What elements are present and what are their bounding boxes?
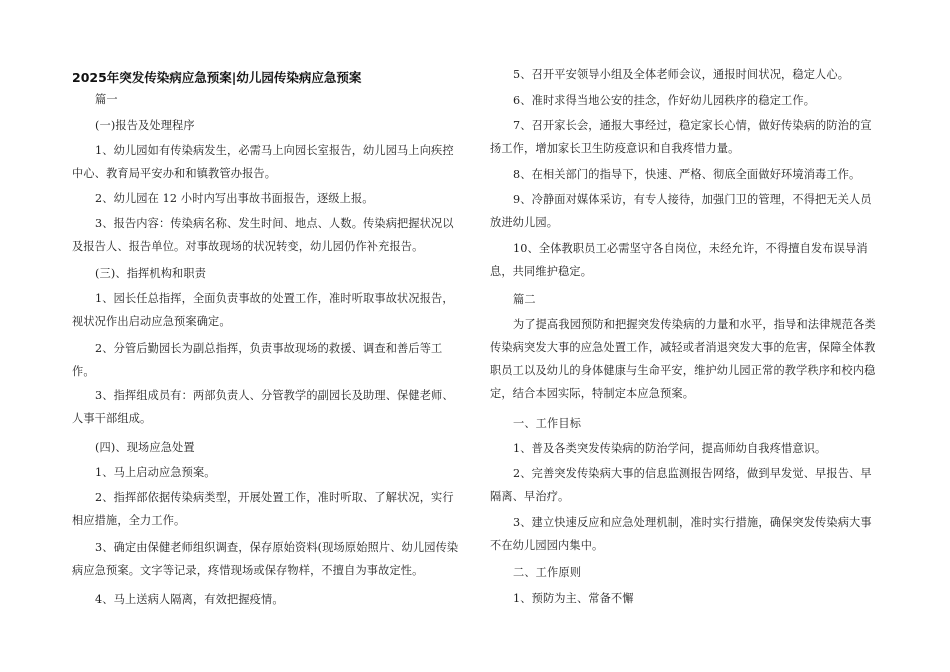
section-label-pian1: 篇一 — [95, 93, 118, 106]
paragraph: 5、召开平安领导小组及全体老师会议，通报时间状况，稳定人心。 — [513, 68, 850, 81]
paragraph: 2、指挥部依据传染病类型，开展处置工作，准时听取、了解状况，实行相应措施，全力工作。 — [72, 491, 454, 527]
paragraph: 2、幼儿园在 12 小时内写出事故书面报告，逐级上报。 — [95, 192, 374, 205]
heading-work-goals: 一、工作目标 — [513, 417, 582, 430]
paragraph: 为了提高我园预防和把握突发传染病的力量和水平，指导和法律规范各类传染病突发大事的应急处置工作，减轻或者消退突发大事的危害，保障全体教职员工以及幼儿的身体健康与生命平安，维护幼儿园正常的教学秩序和校内稳定，结合本园实际，特制定本应急预案。 — [490, 318, 876, 400]
paragraph: 4、马上送病人隔离，有效把握疫情。 — [95, 593, 284, 606]
heading-command-structure: (三)、指挥机构和职责 — [95, 267, 207, 280]
paragraph: 3、确定由保健老师组织调查，保存原始资料(现场原始照片、幼儿园传染病应急预案。文字等记录，疼惜现场或保存物样，不擅自为事故定性。 — [72, 541, 459, 577]
paragraph: 2、完善突发传染病大事的信息监测报告网络，做到早发觉、早报告、早隔离、早治疗。 — [490, 467, 872, 503]
paragraph: 7、召开家长会，通报大事经过，稳定家长心情，做好传染病的防治的宣扬工作，增加家长卫生防疫意识和自我疼惜力量。 — [490, 119, 872, 155]
paragraph: 1、园长任总指挥，全面负责事故的处置工作，准时听取事故状况报告，视状况作出启动应急预案确定。 — [72, 292, 454, 328]
paragraph: 8、在相关部门的指导下，快速、严格、彻底全面做好环境消毒工作。 — [513, 168, 861, 181]
heading-work-principles: 二、工作原则 — [513, 566, 582, 579]
paragraph: 3、建立快速反应和应急处理机制，准时实行措施，确保突发传染病大事不在幼儿园园内集中。 — [490, 516, 872, 552]
paragraph: 1、幼儿园如有传染病发生，必需马上向园长室报告，幼儿园马上向疾控中心、教育局平安办和和镇教管办报告。 — [72, 144, 454, 180]
paragraph: 1、预防为主、常备不懈 — [513, 592, 634, 605]
heading-onsite-response: (四)、现场应急处置 — [95, 441, 195, 454]
paragraph: 3、指挥组成员有：两部负责人、分管教学的副园长及助理、保健老师、人事干部组成。 — [72, 389, 454, 425]
paragraph: 9、冷静面对媒体采访，有专人接待，加强门卫的管理，不得把无关人员放进幼儿园。 — [490, 193, 872, 229]
paragraph: 1、普及各类突发传染病的防治学问，提高师幼自我疼惜意识。 — [513, 442, 827, 455]
paragraph: 3、报告内容：传染病名称、发生时间、地点、人数。传染病把握状况以及报告人、报告单位。对事故现场的状况转变，幼儿园仍作补充报告。 — [72, 217, 454, 253]
paragraph: 10、全体教职员工必需坚守各自岗位，未经允许，不得擅自发布误导消息，共同维护稳定。 — [490, 242, 868, 278]
document-title: 2025年突发传染病应急预案|幼儿园传染病应急预案 — [72, 70, 362, 85]
paragraph: 1、马上启动应急预案。 — [95, 466, 216, 479]
section-label-pian2: 篇二 — [513, 293, 536, 306]
paragraph: 6、准时求得当地公安的挂念，作好幼儿园秩序的稳定工作。 — [513, 94, 816, 107]
heading-report-procedure: (一)报告及处理程序 — [95, 119, 195, 132]
paragraph: 2、分管后勤园长为副总指挥，负责事故现场的救援、调查和善后等工作。 — [72, 342, 443, 378]
